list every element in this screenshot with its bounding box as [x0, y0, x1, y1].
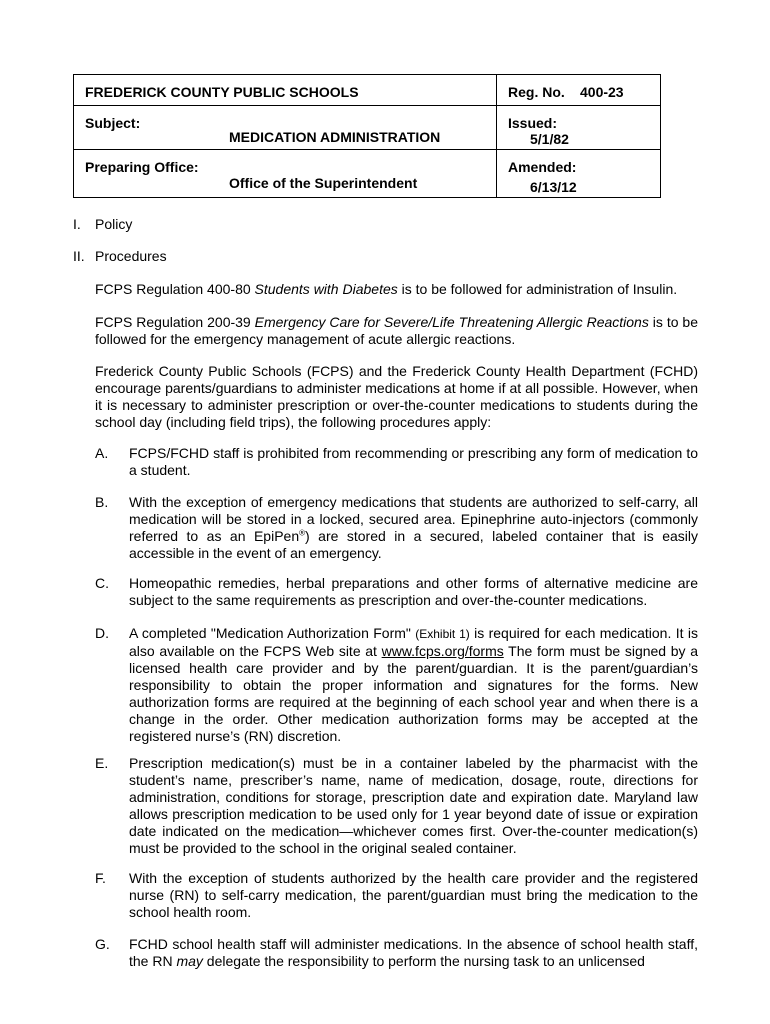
- fcps-forms-link[interactable]: www.fcps.org/forms: [381, 643, 504, 659]
- text-span: FCHD school health staff will administer medications. In the absence of school health staff, the RN: [129, 936, 698, 969]
- subject-label: Subject:: [85, 115, 141, 131]
- paragraph-insulin: [95, 281, 698, 298]
- item-text: [129, 494, 698, 562]
- paragraph-intro: Frederick County Public Schools (FCPS) and the Frederick County Health Department (FCHD) encourage parents/guardians to administer medications at home if at all possible. However, when it is necessary to administer prescription or over-the-counter medications to students during the school day (including field trips), the following procedures apply:: [95, 363, 698, 430]
- header-divider-vertical: [496, 75, 497, 197]
- regulation-header-box: [73, 74, 661, 198]
- office-value: Office of the Superintendent: [229, 175, 418, 191]
- subject-value: MEDICATION ADMINISTRATION: [229, 129, 441, 145]
- text-span: ) are stored in a secured, labeled container that is easily accessible in the event of an emergency.: [129, 528, 698, 561]
- exhibit-reference: (Exhibit 1): [415, 627, 470, 641]
- text-span: is required for each medication. It is also available on the FCPS Web site at: [129, 625, 698, 659]
- paragraph-allergic: [95, 314, 698, 348]
- item-text: With the exception of students authorized by the health care provider and the registered nurse (RN) to self-carry medication, the parent/guardian must bring the medication to the school health room.: [129, 870, 698, 920]
- item-text: [129, 936, 698, 970]
- issued-label: Issued:: [508, 115, 558, 131]
- text-span: is to be followed for the emergency management of acute allergic reactions.: [95, 314, 698, 347]
- section-number: II.: [73, 248, 85, 264]
- reg-no-label: Reg. No.: [508, 84, 565, 100]
- item-letter: C.: [95, 575, 109, 591]
- emphasis: may: [176, 953, 203, 969]
- section-number: I.: [73, 216, 81, 232]
- text-span: A completed "Medication Authorization Form": [129, 625, 416, 641]
- org-name: FREDERICK COUNTY PUBLIC SCHOOLS: [85, 84, 359, 100]
- text-span: The form must be signed by a licensed health care provider and by the parent/guardian. It is the parent/guardian’s responsibility to obtain the proper information and signatures for the forms. New authorization forms are required at the beginning of each school year and when there is a change in the order. Other medication authorization forms may be accepted at the registered nurse’s (RN) discretion.: [129, 643, 698, 744]
- section-title: Policy: [95, 216, 133, 232]
- item-letter: G.: [95, 936, 110, 952]
- item-letter: A.: [95, 445, 109, 461]
- text-span: FCPS Regulation 400-80: [95, 281, 255, 297]
- header-divider-row1: [74, 105, 660, 106]
- item-text: Homeopathic remedies, herbal preparations and other forms of alternative medicine are subject to the same requirements as prescription and over-the-counter medications.: [129, 575, 698, 608]
- item-text: [129, 625, 698, 745]
- issued-value: 5/1/82: [530, 131, 569, 147]
- item-letter: E.: [95, 755, 109, 771]
- amended-label: Amended:: [508, 159, 577, 175]
- amended-value: 6/13/12: [530, 179, 577, 195]
- section-procedures: [73, 248, 167, 264]
- item-text: FCPS/FCHD staff is prohibited from recommending or prescribing any form of medication to a student.: [129, 445, 698, 478]
- reg-no-value: 400-23: [580, 84, 624, 100]
- item-text: Prescription medication(s) must be in a container labeled by the pharmacist with the student’s name, prescriber’s name, name of medication, dosage, route, directions for administration, conditions for storage, prescription date and expiration date. Maryland law allows prescription medication to be used only for 1 year beyond date of issue or expiration date indicated on the medication—whichever comes first. Over-the-counter medication(s) must be provided to the school in the original sealed container.: [129, 755, 698, 856]
- office-label: Preparing Office:: [85, 159, 199, 175]
- registered-mark: ®: [299, 528, 306, 538]
- item-letter: D.: [95, 625, 109, 641]
- item-letter: F.: [95, 870, 106, 886]
- regulation-title: Students with Diabetes: [254, 281, 398, 297]
- text-span: FCPS Regulation 200-39: [95, 314, 255, 330]
- section-policy: [73, 216, 132, 232]
- item-letter: B.: [95, 494, 109, 510]
- text-span: With the exception of emergency medications that students are authorized to self-carry, all medication will be stored in a locked, secured area. Epinephrine auto-injectors (commonly referred to as an EpiPen: [129, 494, 698, 544]
- text-span: is to be followed for administration of Insulin.: [397, 281, 678, 297]
- text-span: delegate the responsibility to perform the nursing task to an unlicensed: [202, 953, 645, 969]
- header-divider-row2: [74, 149, 660, 150]
- section-title: Procedures: [95, 248, 167, 264]
- regulation-title: Emergency Care for Severe/Life Threatening Allergic Reactions: [254, 314, 649, 330]
